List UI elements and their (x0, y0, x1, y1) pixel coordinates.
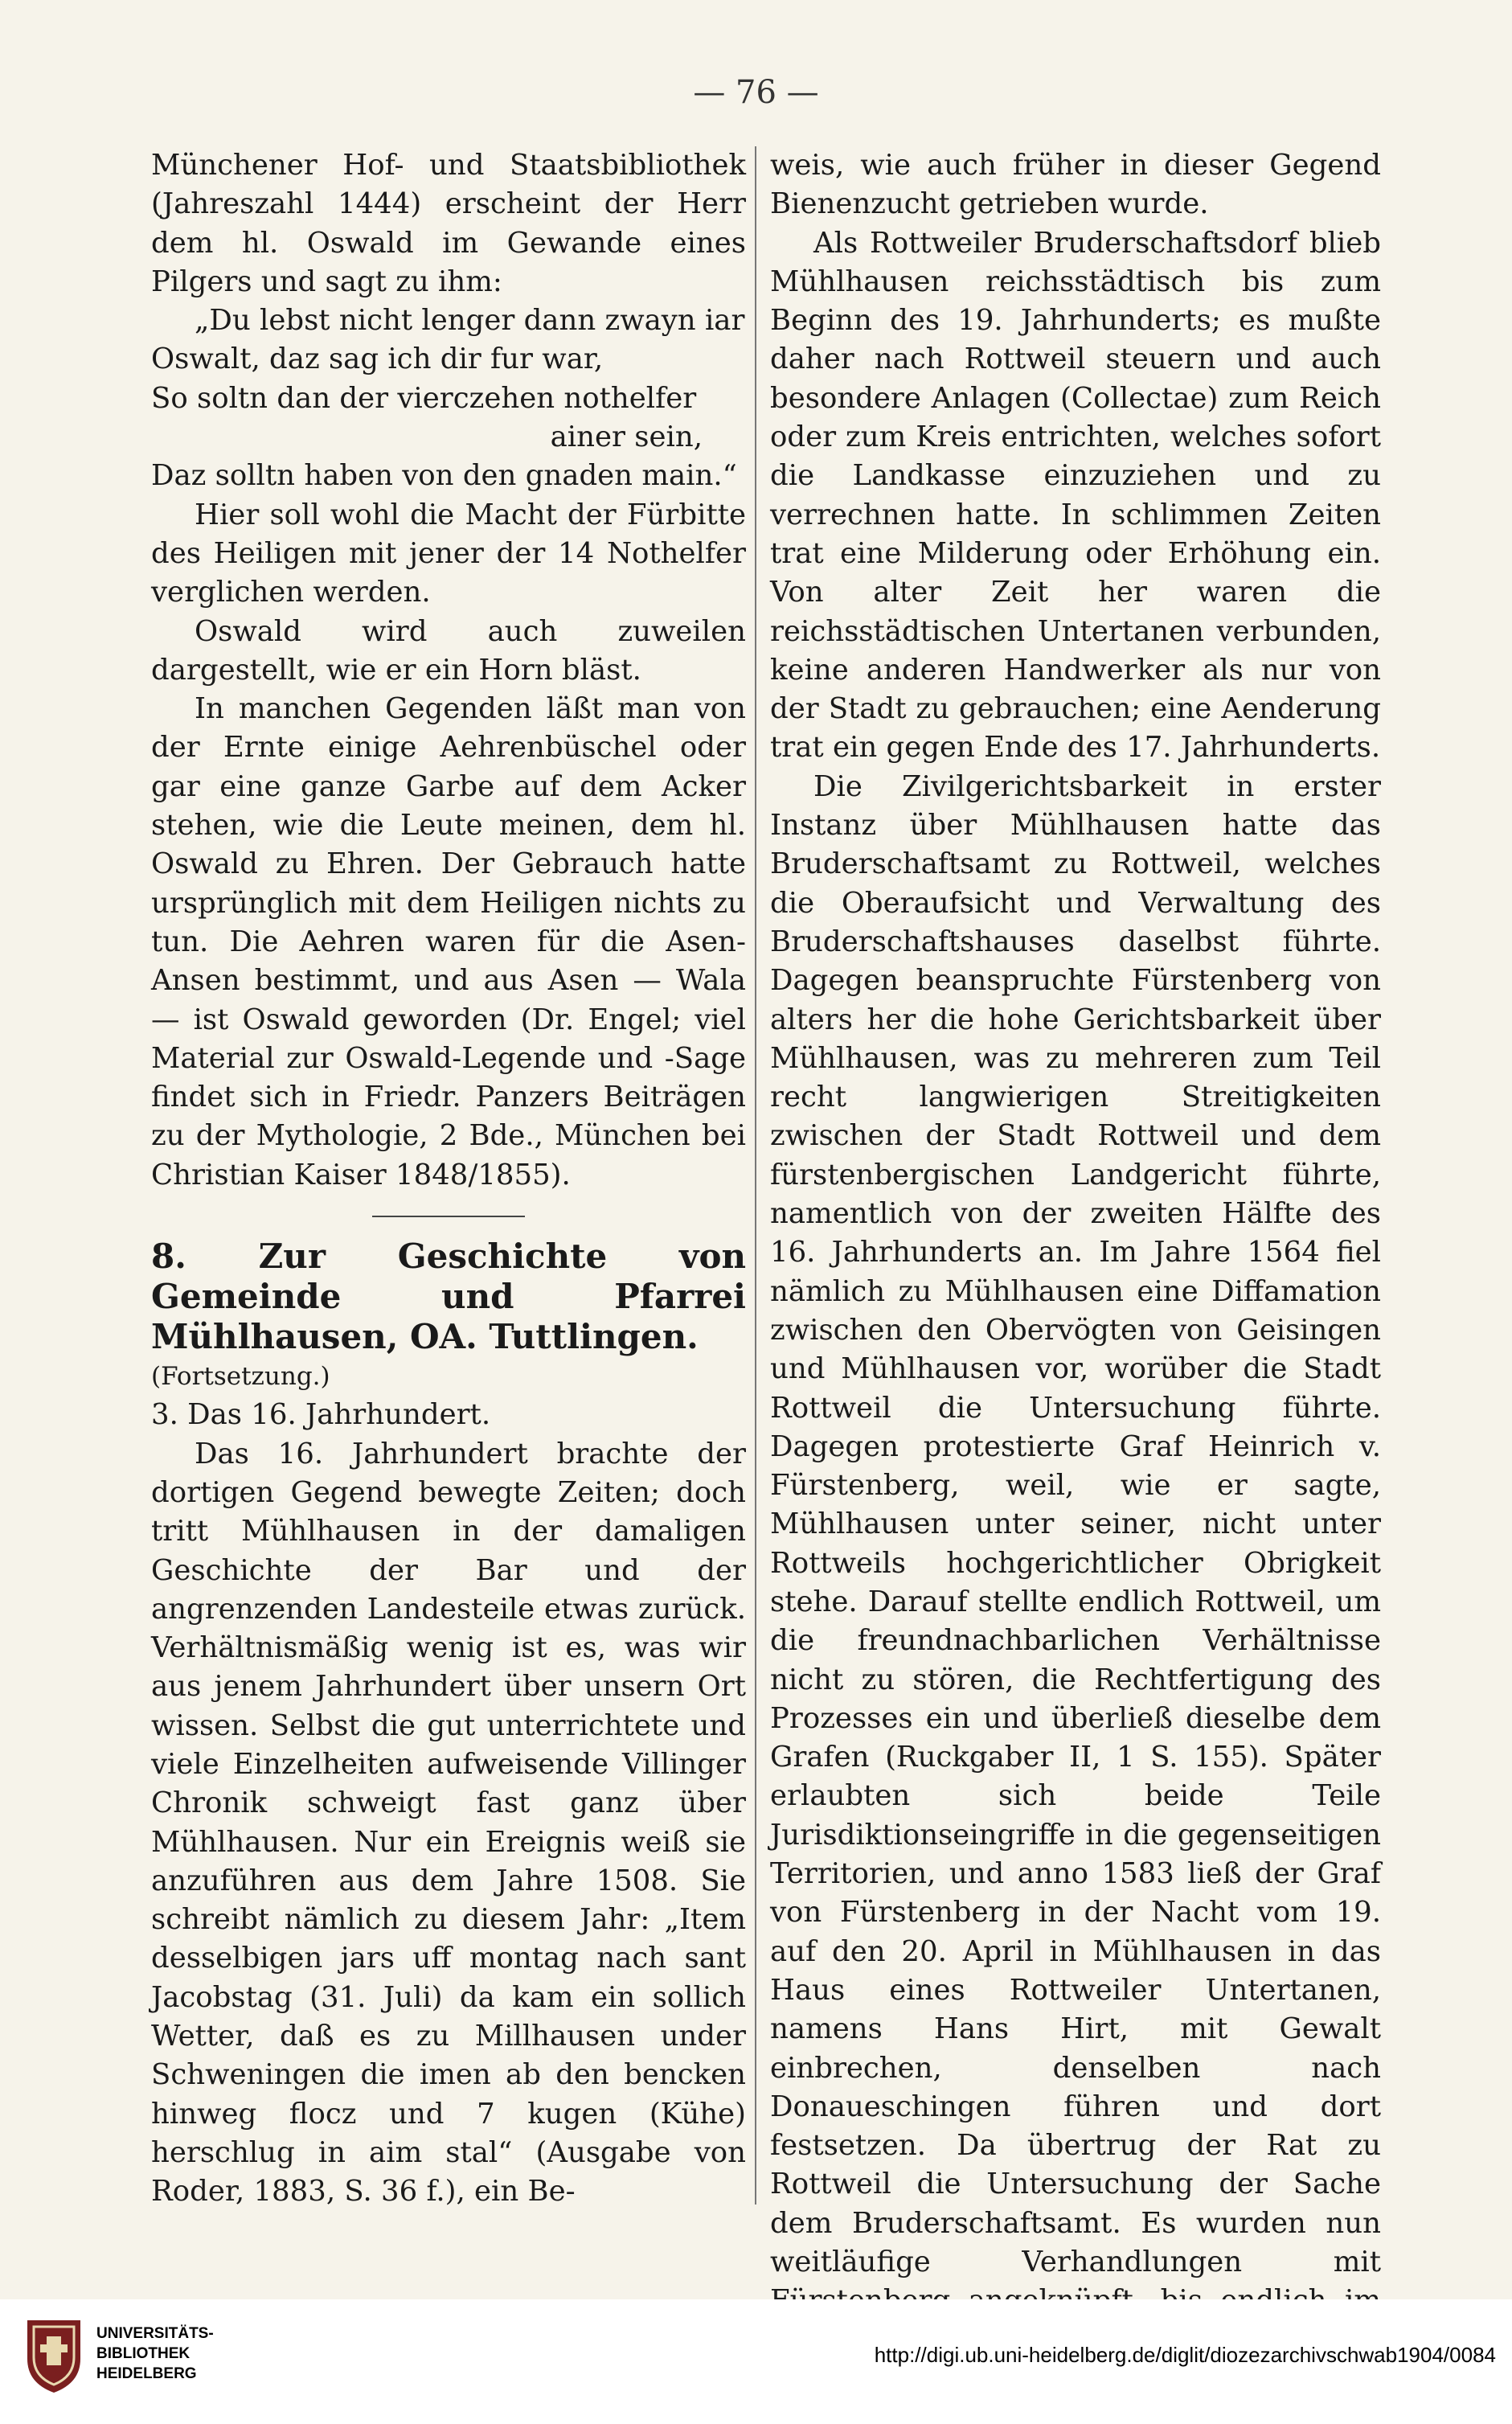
paragraph: Oswald wird auch zuweilen dargestellt, wie er ein Horn bläst. (151, 614, 746, 687)
paragraph: weis, wie auch früher in dieser Gegend Bienenzucht getrieben wurde. (770, 149, 1381, 221)
column-divider (755, 146, 756, 2205)
left-column (151, 146, 746, 2212)
paragraph: Als Rottweiler Bruderschaftsdorf blieb Mühlhausen reichsstädtisch bis zum Beginn des 19. Jahrhunderts; es mußte daher nach Rottweil steuern und auch besondere Anlagen (Collectae) zum Reich oder zum Kreis entrichten, welches sofort die Landkasse einzuziehen und zu verrechnen hatte. In schlimmen Zeiten trat eine Milderung oder Erhöhung ein. Von alter Zeit her waren die reichsstädtischen Untertanen verbunden, keine anderen Handwerker als nur von der Stadt zu gebrauchen; eine Aenderung trat ein gegen Ende des 17. Jahrhunderts. (770, 226, 1381, 765)
verse-line: So soltn dan der vierczehen nothelfer (151, 381, 697, 415)
library-name (96, 2324, 214, 2384)
paragraph: In manchen Gegenden läßt man von der Ernte einige Aehrenbüschel oder gar eine ganze Garbe auf dem Acker stehen, wie die Leute meinen, dem hl. Oswald zu Ehren. Der Gebrauch hatte ursprünglich mit dem Heiligen nichts zu tun. Die Aehren waren für die Asen-Ansen bestimmt, und aus Asen — Wala — ist Oswald geworden (Dr. Engel; viel Material zur Oswald-Legende und -Sage findet sich in Friedr. Panzers Beiträgen zu der Mythologie, 2 Bde., München bei Christian Kaiser 1848/1855). (151, 692, 746, 1191)
section-heading: 8. Zur Geschichte von Gemeinde und Pfarrei Mühlhausen, OA. Tuttlingen. (151, 1237, 746, 1357)
paragraph: Hier soll wohl die Macht der Fürbitte des Heiligen mit jener der 14 Nothelfer verglichen werden. (151, 498, 746, 609)
verse-line: „Du lebst nicht lenger dann zwayn iar (195, 304, 745, 338)
section-divider (372, 1216, 525, 1217)
library-name-line: HEIDELBERG (96, 2365, 197, 2382)
continued-note: (Fortsetzung.) (151, 1362, 330, 1392)
verse-quote (151, 301, 746, 495)
library-name-line: BIBLIOTHEK (96, 2345, 191, 2362)
verse-line: ainer sein, (550, 420, 703, 454)
university-seal-logo (23, 2317, 85, 2394)
page-number: — 76 — (693, 74, 819, 111)
subheading: 3. Das 16. Jahrhundert. (151, 1398, 491, 1432)
source-url-link[interactable]: http://digi.ub.uni-heidelberg.de/diglit/diozezarchivschwab1904/0084 (874, 2343, 1496, 2367)
paragraph: Die Zivilgerichtsbarkeit in erster Instanz über Mühlhausen hatte das Bruderschaftsamt zu Rottweil, welches die Oberaufsicht und Verwaltung des Bruderschaftshauses daselbst führte. Dagegen beanspruchte Fürstenberg von alters her die hohe Gerichtsbarkeit über Mühlhausen, was zu mehreren zum Teil recht langwierigen Streitigkeiten zwischen der Stadt Rottweil und dem fürstenbergischen Landgericht führte, namentlich von der zweiten Hälfte des 16. Jahrhunderts an. Im Jahre 1564 fiel nämlich zu Mühlhausen eine Diffamation zwischen den Obervögten von Geisingen und Mühlhausen vor, worüber die Stadt Rottweil die Untersuchung führte. Dagegen protestierte Graf Heinrich v. Fürstenberg, weil, wie er sagte, Mühlhausen unter seiner, nicht unter Rottweils hochgerichtlicher Obrigkeit stehe. Darauf stellte endlich Rottweil, um die freundnachbarlichen Verhältnisse nicht zu stören, die Rechtfertigung des Prozesses ein und überließ dieselbe dem Grafen (Ruckgaber II, 1 S. 155). Später erlaubten sich beide Teile Jurisdiktionseingriffe in die gegenseitigen Territorien, und anno 1583 ließ der Graf von Fürstenberg in der Nacht vom 19. auf den 20. April in Mühlhausen in das Haus eines Rottweiler Untertanen, namens Hans Hirt, mit Gewalt einbrechen, denselben nach Donaueschingen führen und dort festsetzen. Da übertrug der Rat zu Rottweil die Untersuchung der Sache dem Bruderschaftsamt. Es wurden nun weitläufige Verhandlungen mit (770, 769, 1381, 2279)
footer-bar (0, 2299, 1512, 2424)
paragraph: Das 16. Jahrhundert brachte der dortigen Gegend bewegte Zeiten; doch tritt Mühlhausen in der damaligen Geschichte der Bar und der angrenzenden Landesteile etwas zurück. Verhältnismäßig wenig ist es, was wir aus jenem Jahrhundert über unsern Ort wissen. Selbst die gut unterrichtete und viele Einzelheiten aufweisende Villinger Chronik schweigt fast ganz über Mühlhausen. Nur ein Ereignis weiß sie anzuführen aus dem Jahre 1508. Sie schreibt nämlich zu diesem Jahr: „Item desselbigen jars uff montag nach sant Jacobstag (31. Juli) da kam ein sollich Wetter, daß es zu Millhausen under Schweningen die imen ab den bencken hinweg flocz und 7 kugen (Kühe) herschlug in aim stal“ (Ausgabe von Roder, 1883, S. 36 f.), ein Be- (151, 1437, 746, 2209)
paragraph: Münchener Hof- und Staatsbibliothek (Jahreszahl 1444) erscheint der Herr dem hl. Oswald im Gewande eines Pilgers und sagt zu ihm: (151, 149, 746, 298)
verse-line: Oswalt, daz sag ich dir fur war, (151, 342, 604, 376)
verse-line: Daz solltn haben von den gnaden main.“ (151, 459, 737, 493)
right-column (770, 146, 1381, 2360)
library-name-line: UNIVERSITÄTS- (96, 2325, 214, 2342)
